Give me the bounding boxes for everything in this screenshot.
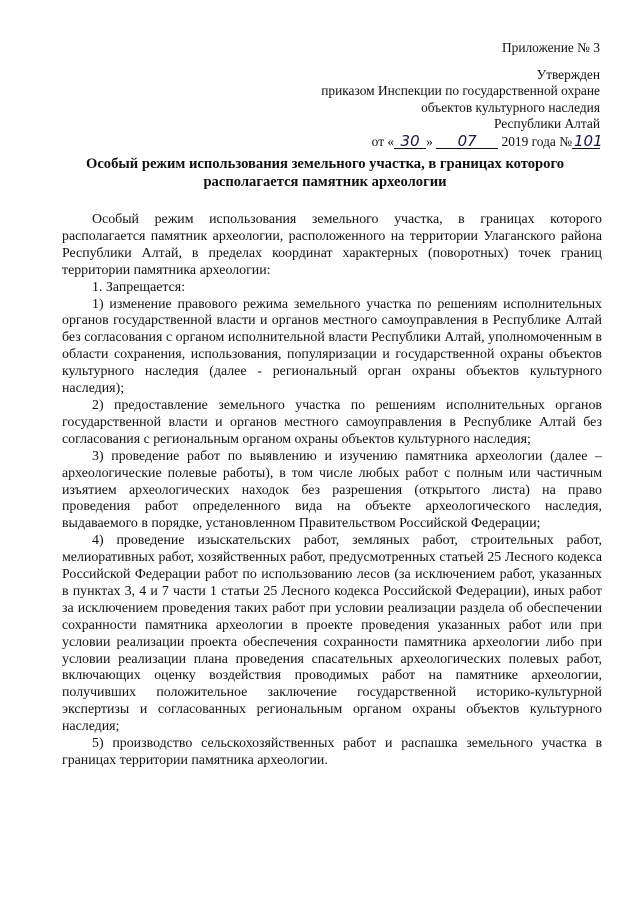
handwritten-day: 30	[394, 134, 426, 149]
prohibition-item-2: 2) предоставление земельного участка по решениям исполнительных органов государственной власти и органов местного самоуправления в Республике Алтай без согласования с региональным органом охраны объектов культурного наследия;	[62, 397, 602, 447]
order-line-3: Республики Алтай	[493, 116, 600, 131]
intro-paragraph: Особый режим использования земельного участка, в границах которого располагается памятник археологии, расположенного на территории Улаганского района Республики Алтай, в пределах координат характерных (поворотных) точек границ территории памятника археологии:	[62, 212, 602, 278]
document-title: Особый режим использования земельного участка, в границах которого располагается памятник археологии	[85, 156, 565, 190]
appendix-label: Приложение № 3	[501, 40, 600, 55]
handwritten-month: 07	[436, 134, 498, 149]
prohibition-item-1: 1) изменение правового режима земельного участка по решениям исполнительных органов государственной власти и органов местного самоуправления в Республике Алтай без согласования с органом исполнительной власти Республики Алтай, уполномоченным в области сохранения, использования, популяризации и государственной охраны объектов культурного наследия (далее - региональный орган охраны объектов культурного наследия);	[62, 296, 602, 397]
date-prefix: от «	[371, 133, 395, 149]
date-year: 2019 года №	[501, 133, 572, 149]
approved-label: Утвержден	[536, 66, 600, 82]
prohibition-item-3: 3) проведение работ по выявлению и изучению памятника археологии (далее – археологические полевые работы), в том числе любых работ с полным или частичным изъятием археологических находок без разрешения (открытого листа) на право проведения работ определенного вида на объекте археологического наследия, выдаваемого в порядке, установленном Правительством Российской Федерации;	[62, 448, 602, 532]
prohibition-item-4: 4) проведение изыскательских работ, земляных работ, строительных работ, мелиоративных работ, хозяйственных работ, предусмотренных статьей 25 Лесного кодекса Российской Федерации работ по использованию лесов (за исключением работ, указанных в пунктах 3, 4 и 7 части 1 статьи 25 Лесного кодекса Российской Федерации), иных работ за исключением проведения таких работ при условии реализации раздела об обеспечении сохранности памятника археологии в проекте проведения указанных работ или при условии реализации проекта обеспечения сохранности памятника археологии либо при условии реализации плана проведения спасательных археологических полевых работ, включающих оценку воздействия проводимых работ на памятнике археологии, получивших положительное заключение государственной историко-культурной экспертизы и согласованных региональным органом охраны объектов культурного наследия;	[62, 533, 602, 735]
order-line-2: объектов культурного наследия	[421, 99, 600, 115]
document-body	[62, 212, 602, 770]
handwritten-order-number: 101	[574, 131, 603, 150]
prohibition-item-5: 5) производство сельскохозяйственных работ и распашка земельного участка в границах территории памятника археологии.	[62, 736, 602, 768]
order-date-line	[321, 131, 603, 151]
approval-header	[321, 40, 603, 150]
date-mid: »	[426, 133, 433, 149]
prohibitions-heading: 1. Запрещается:	[92, 279, 186, 295]
order-line-1: приказом Инспекции по государственной охране	[321, 83, 600, 98]
